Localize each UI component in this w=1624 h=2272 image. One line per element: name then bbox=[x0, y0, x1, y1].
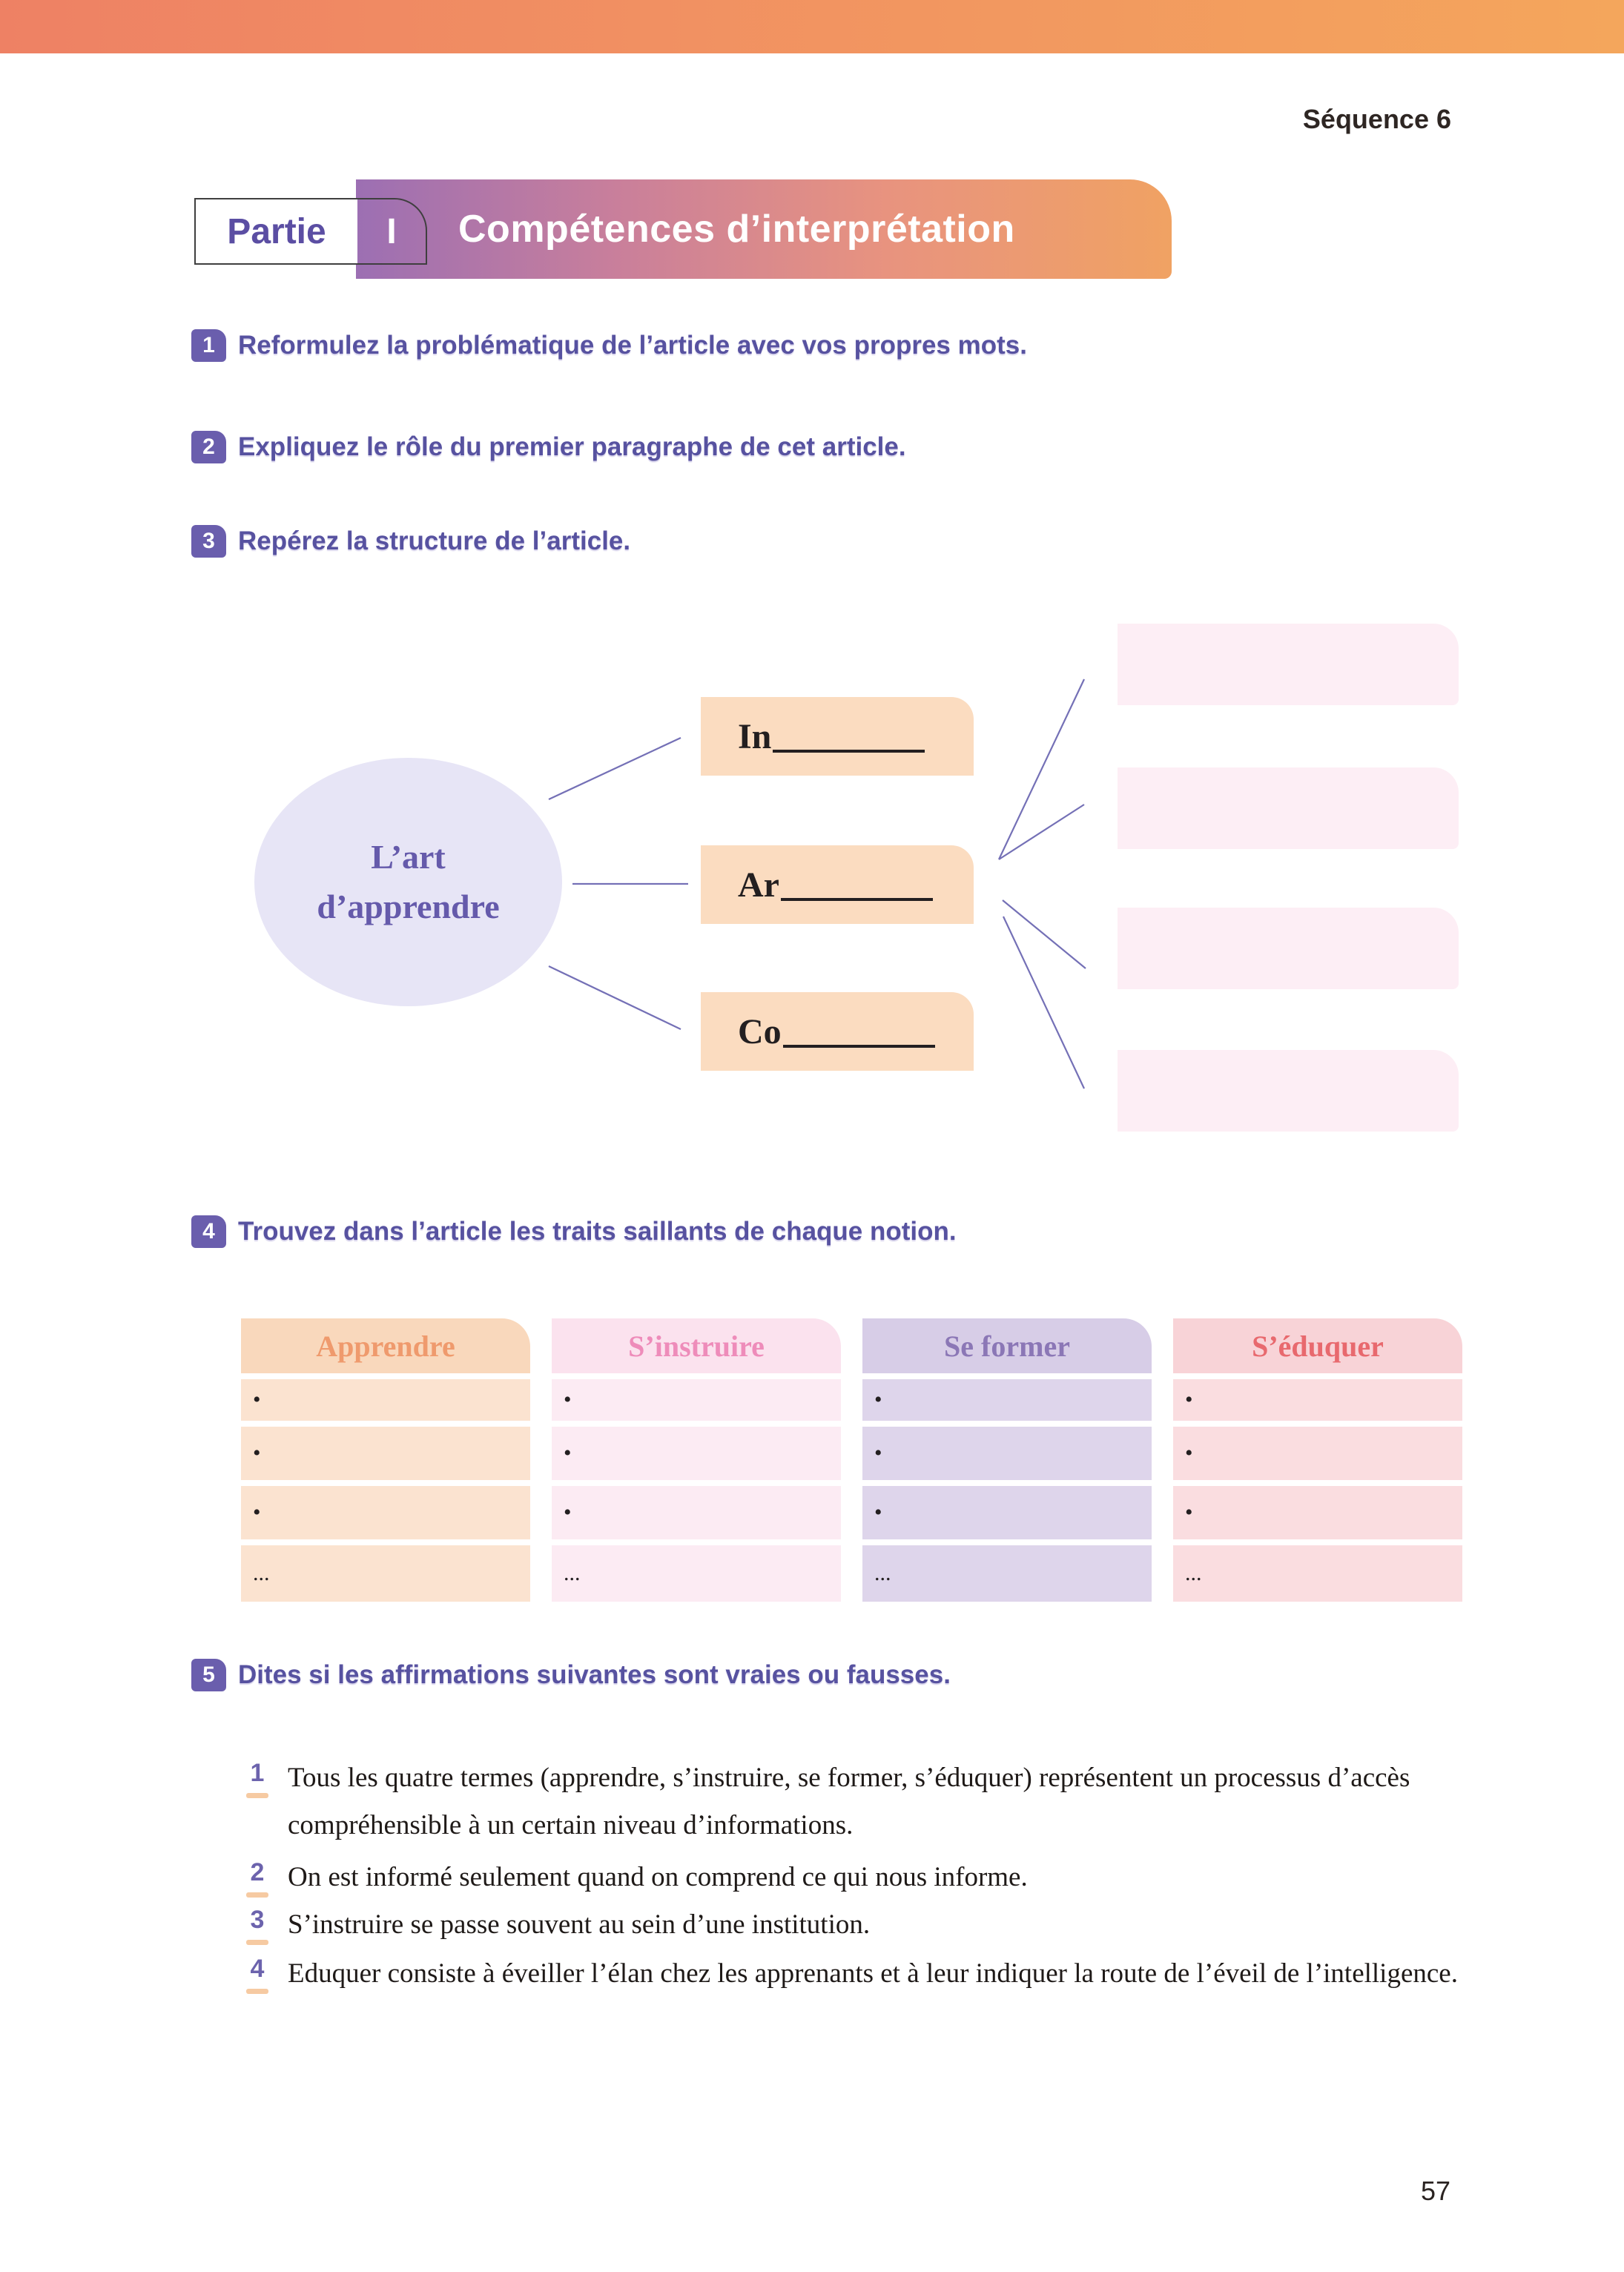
question-2 bbox=[191, 430, 906, 464]
part-number-cell bbox=[357, 199, 426, 263]
number-underline bbox=[246, 1989, 268, 1994]
table-cell[interactable]: • bbox=[552, 1379, 841, 1421]
question-5-text: Dites si les affirmations suivantes sont vraies ou fausses. bbox=[238, 1660, 951, 1689]
table-cell[interactable]: • bbox=[862, 1427, 1152, 1480]
column-apprendre-header: Apprendre bbox=[241, 1318, 530, 1373]
column-apprendre bbox=[241, 1318, 530, 1602]
statement-number-label: 4 bbox=[250, 1955, 265, 1983]
table-cell[interactable]: • bbox=[241, 1486, 530, 1539]
table-cell[interactable]: • bbox=[552, 1486, 841, 1539]
question-3 bbox=[191, 524, 630, 558]
table-cell[interactable]: • bbox=[241, 1379, 530, 1421]
statement-2-number bbox=[243, 1854, 271, 1901]
ellipse-label-line1: L’art bbox=[371, 837, 446, 876]
statement-1-number bbox=[243, 1754, 271, 1849]
diagram-answer-box-2[interactable] bbox=[1118, 767, 1459, 849]
statement-4-number bbox=[243, 1950, 271, 1998]
fill-blank-line[interactable] bbox=[783, 1015, 935, 1048]
statement-2-text: On est informé seulement quand on comprend ce qui nous informe. bbox=[288, 1862, 1028, 1892]
question-2-text: Expliquez le rôle du premier paragraphe de cet article. bbox=[238, 432, 906, 461]
question-1 bbox=[191, 328, 1027, 363]
question-5-badge: 5 bbox=[191, 1659, 226, 1691]
part-number: I bbox=[386, 211, 397, 251]
statement-4-text: Eduquer consiste à éveiller l’élan chez les apprenants et à leur indiquer la route de l’éveil de l’intelligence. bbox=[288, 1958, 1458, 1989]
statement-number-label: 1 bbox=[250, 1759, 265, 1787]
diagram-box-co[interactable] bbox=[701, 992, 974, 1071]
diagram-center-ellipse bbox=[254, 758, 562, 1006]
part-title-banner bbox=[356, 179, 1172, 279]
question-4-text: Trouvez dans l’article les traits saillants de chaque notion. bbox=[238, 1217, 957, 1246]
table-cell[interactable]: ... bbox=[552, 1545, 841, 1602]
question-3-text: Repérez la structure de l’article. bbox=[238, 526, 631, 555]
page-number: 57 bbox=[1421, 2176, 1451, 2206]
table-cell[interactable]: ... bbox=[1173, 1545, 1462, 1602]
diagram-answer-box-1[interactable] bbox=[1118, 624, 1459, 705]
statement-number-label: 2 bbox=[250, 1858, 265, 1886]
top-gradient-bar bbox=[0, 0, 1624, 53]
statement-4 bbox=[243, 1950, 1474, 1998]
fill-blank-line[interactable] bbox=[773, 720, 925, 753]
sequence-label: Séquence 6 bbox=[1302, 104, 1451, 134]
number-underline bbox=[246, 1940, 268, 1945]
part-label-white-cell bbox=[196, 199, 357, 263]
question-2-badge: 2 bbox=[191, 431, 226, 463]
diagram-answer-box-3[interactable] bbox=[1118, 908, 1459, 989]
table-cell[interactable]: • bbox=[552, 1427, 841, 1480]
question-4-badge: 4 bbox=[191, 1215, 226, 1248]
notions-table bbox=[241, 1318, 1462, 1602]
statement-2 bbox=[243, 1854, 1474, 1901]
question-1-text: Reformulez la problématique de l’article avec vos propres mots. bbox=[238, 331, 1027, 360]
fill-blank-line[interactable] bbox=[781, 868, 933, 901]
statement-1-text: Tous les quatre termes (apprendre, s’instruire, se former, s’éduquer) représentent un processus d’accès compréhensible à un certain niveau d’informations. bbox=[288, 1763, 1410, 1840]
column-instruire-header: S’instruire bbox=[552, 1318, 841, 1373]
table-cell[interactable]: ... bbox=[862, 1545, 1152, 1602]
statement-number-label: 3 bbox=[250, 1906, 265, 1934]
ellipse-label-line2: d’apprendre bbox=[317, 887, 500, 925]
number-underline bbox=[246, 1793, 268, 1798]
diagram-answer-box-4[interactable] bbox=[1118, 1050, 1459, 1132]
statement-1 bbox=[243, 1754, 1474, 1849]
column-former bbox=[862, 1318, 1152, 1602]
question-3-badge: 3 bbox=[191, 525, 226, 558]
part-title: Compétences d’interprétation bbox=[458, 208, 1015, 251]
table-cell[interactable]: • bbox=[241, 1427, 530, 1480]
diagram-box-ar[interactable] bbox=[701, 845, 974, 924]
table-cell[interactable]: • bbox=[1173, 1486, 1462, 1539]
statement-3-number bbox=[243, 1901, 271, 1949]
diagram-box-in[interactable] bbox=[701, 697, 974, 776]
table-cell[interactable]: • bbox=[862, 1486, 1152, 1539]
table-cell[interactable]: • bbox=[1173, 1379, 1462, 1421]
number-underline bbox=[246, 1892, 268, 1898]
table-cell[interactable]: • bbox=[862, 1379, 1152, 1421]
question-1-badge: 1 bbox=[191, 329, 226, 362]
question-5 bbox=[191, 1658, 951, 1692]
column-eduquer bbox=[1173, 1318, 1462, 1602]
part-label: Partie bbox=[227, 211, 326, 251]
table-cell[interactable]: • bbox=[1173, 1427, 1462, 1480]
diagram-box-ar-prefix: Ar bbox=[738, 865, 779, 905]
diagram-box-co-prefix: Co bbox=[738, 1011, 782, 1051]
diagram-box-in-prefix: In bbox=[738, 716, 772, 756]
part-label-box bbox=[194, 198, 427, 265]
table-cell[interactable]: ... bbox=[241, 1545, 530, 1602]
statement-3-text: S’instruire se passe souvent au sein d’une institution. bbox=[288, 1909, 871, 1940]
column-eduquer-header: S’éduquer bbox=[1173, 1318, 1462, 1373]
column-former-header: Se former bbox=[862, 1318, 1152, 1373]
question-4 bbox=[191, 1215, 957, 1249]
statement-3 bbox=[243, 1901, 1474, 1949]
column-instruire bbox=[552, 1318, 841, 1602]
